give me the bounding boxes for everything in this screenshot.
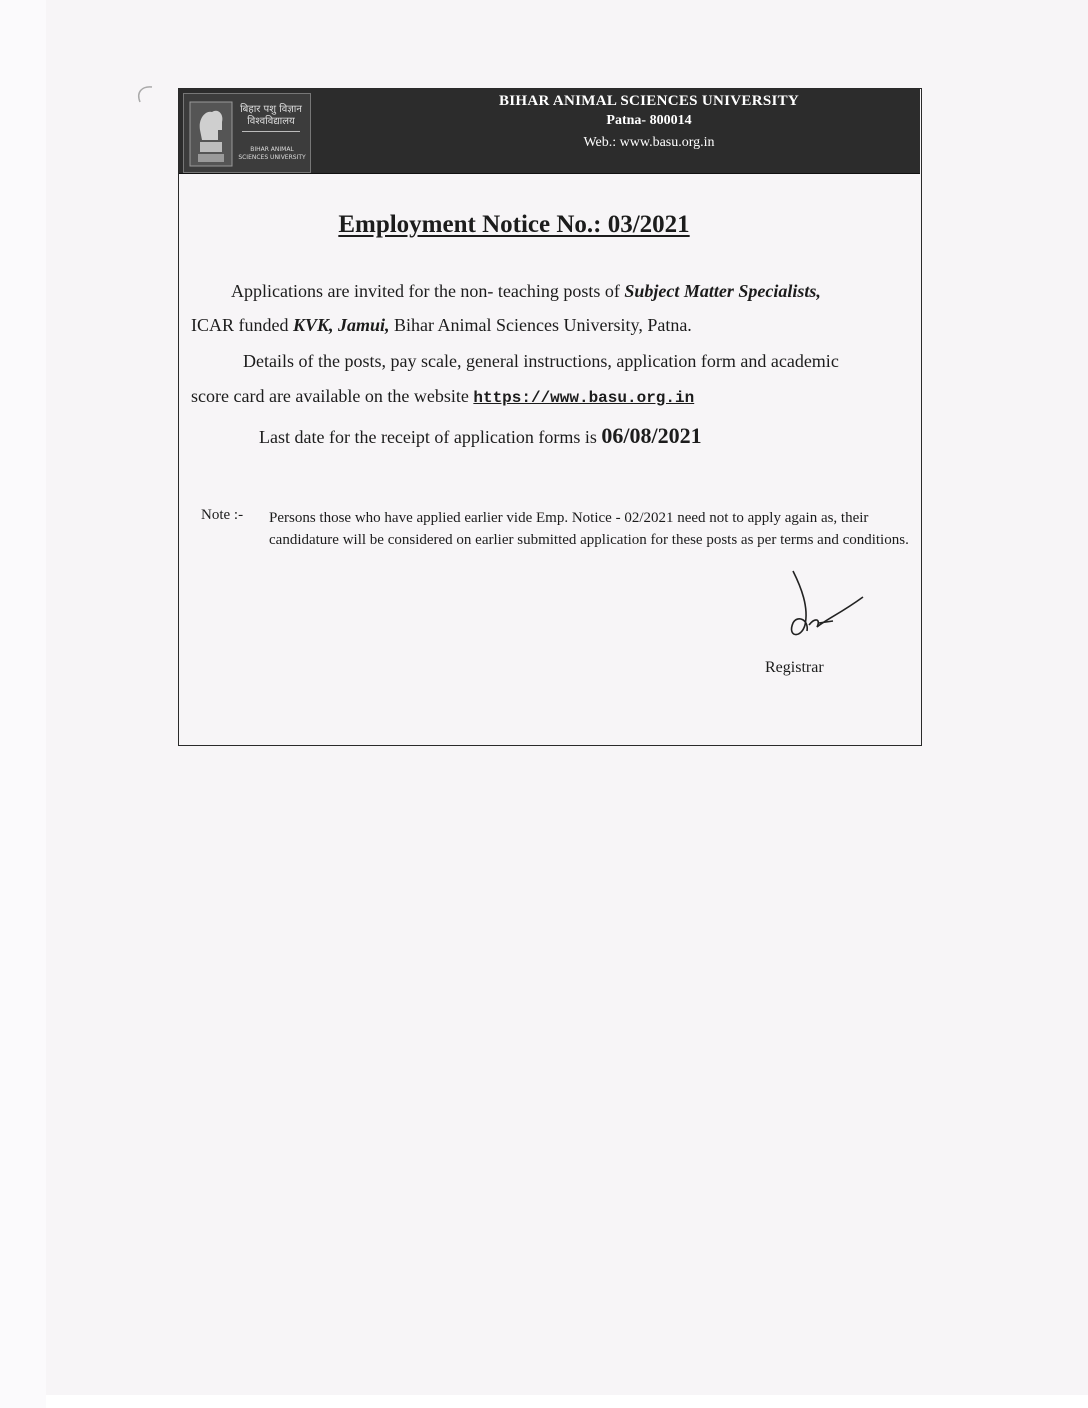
- university-text: Bihar Animal Sciences University, Patna.: [389, 315, 692, 335]
- logo-hindi-text: बिहार पशु विज्ञान विश्वविद्यालय: [240, 104, 302, 127]
- emblem-icon: [188, 100, 234, 168]
- notice-frame: [178, 88, 922, 746]
- website-link[interactable]: https://www.basu.org.in: [473, 389, 695, 407]
- scan-bottom-edge: [46, 1395, 1088, 1408]
- logo-english-text: BIHAR ANIMAL SCIENCES UNIVERSITY: [238, 146, 306, 161]
- paragraph-details: Details of the posts, pay scale, general instructions, application form and academic: [243, 351, 839, 371]
- website-intro-text: score card are available on the website: [191, 386, 474, 406]
- last-date-value: 06/08/2021: [601, 423, 702, 448]
- note-label: Note :-: [201, 507, 244, 523]
- posts-name: Subject Matter Specialists,: [624, 281, 821, 301]
- posts-intro-text: Applications are invited for the non- teaching posts of: [231, 281, 625, 301]
- kvk-location: KVK, Jamui,: [293, 315, 390, 335]
- punch-hole-mark: [134, 84, 156, 108]
- registrar-signature: [779, 567, 879, 657]
- paragraph-details-line2: [191, 386, 694, 407]
- scan-edge: [0, 0, 46, 1408]
- logo-divider: [242, 131, 300, 132]
- university-address: Patna- 800014: [606, 113, 692, 128]
- paragraph-posts-line2: [191, 315, 692, 336]
- university-website: Web.: www.basu.org.in: [583, 135, 715, 150]
- paragraph-last-date: [259, 423, 702, 449]
- letterhead: [179, 89, 920, 174]
- university-name: BIHAR ANIMAL SCIENCES UNIVERSITY: [498, 93, 800, 109]
- registrar-designation: Registrar: [765, 659, 824, 676]
- icar-text: ICAR funded: [191, 315, 293, 335]
- last-date-text: Last date for the receipt of application forms is: [259, 427, 602, 447]
- notice-title: Employment Notice No.: 03/2021: [338, 211, 690, 238]
- note-text: Persons those who have applied earlier vide Emp. Notice - 02/2021 need not to apply again as, their candidature will be considered on earlier submitted application for these posts as per terms and conditions.: [269, 510, 909, 548]
- university-logo: [183, 93, 311, 173]
- paragraph-posts: [231, 281, 821, 302]
